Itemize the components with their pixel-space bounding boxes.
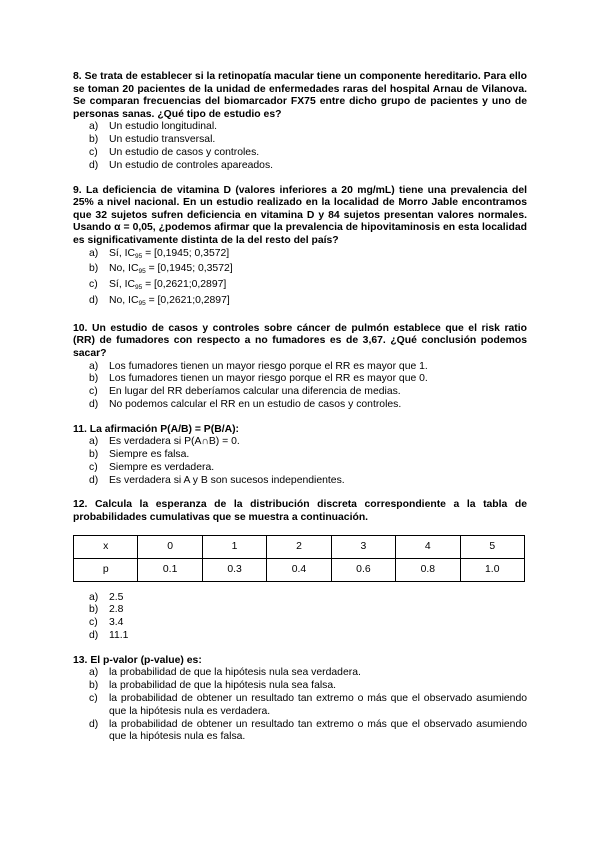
table-cell: 0.1 xyxy=(138,558,202,581)
option-letter: c) xyxy=(89,146,98,158)
option-b[interactable] xyxy=(73,134,527,147)
option-d[interactable] xyxy=(73,399,527,412)
option-a[interactable] xyxy=(73,592,527,605)
question-11 xyxy=(73,424,527,488)
option-d[interactable] xyxy=(73,630,527,643)
option-post: = [0,2621;0,2897] xyxy=(142,279,227,291)
option-letter: a) xyxy=(89,591,99,603)
question-stem xyxy=(73,71,527,121)
option-text: Los fumadores tienen un mayor riesgo porque el RR es mayor que 1. xyxy=(109,360,428,372)
option-a[interactable] xyxy=(73,361,527,374)
option-a[interactable] xyxy=(73,436,527,449)
option-text: 3.4 xyxy=(109,617,124,629)
option-c[interactable] xyxy=(73,386,527,399)
option-text: Los fumadores tienen un mayor riesgo porque el RR es mayor que 0. xyxy=(109,373,428,385)
option-text: Un estudio de controles apareados. xyxy=(109,159,274,171)
option-post: = [0,1945; 0,3572] xyxy=(142,247,230,259)
option-text: No podemos calcular el RR en un estudio de casos y controles. xyxy=(109,398,402,410)
table-cell: 2 xyxy=(267,535,331,558)
option-text: Un estudio de casos y controles. xyxy=(109,146,260,158)
options-list xyxy=(73,436,527,487)
option-text: Siempre es verdadera. xyxy=(109,461,215,473)
option-text: Siempre es falsa. xyxy=(109,449,190,461)
option-pre: Sí, IC xyxy=(109,279,135,291)
option-letter: d) xyxy=(89,474,99,486)
option-letter: d) xyxy=(89,159,99,171)
exam-page xyxy=(73,71,527,756)
option-letter: c) xyxy=(89,279,98,291)
question-number: 11. xyxy=(73,423,87,435)
option-d[interactable] xyxy=(73,295,527,311)
options-list xyxy=(73,361,527,412)
option-b[interactable] xyxy=(73,604,527,617)
option-b[interactable] xyxy=(73,680,527,693)
option-letter: b) xyxy=(89,680,99,692)
option-b[interactable] xyxy=(73,263,527,279)
option-text: Es verdadera si P(A∩B) = 0. xyxy=(109,436,240,448)
options-list xyxy=(73,667,527,744)
table-row-p xyxy=(74,558,525,581)
table-row-x xyxy=(74,535,525,558)
table-cell: 0 xyxy=(138,535,202,558)
option-text xyxy=(109,279,527,295)
option-letter: c) xyxy=(89,461,98,473)
table-cell: 0.3 xyxy=(202,558,266,581)
option-c[interactable] xyxy=(73,693,527,719)
question-text: Se trata de establecer si la retinopatía macular tiene un componente hereditario. Para ello se toman 20 pacientes de la unidad de enfermedades raras del hospital Arnau de Vilanova. Se comparan frecuencias del biomarcador FX75 entre dicho grupo de pacientes y uno de personas sanas. ¿Qué tipo de estudio es? xyxy=(73,71,528,120)
option-d[interactable] xyxy=(73,719,527,745)
option-letter: b) xyxy=(89,263,99,275)
question-stem xyxy=(73,655,527,668)
table-cell: 0.8 xyxy=(396,558,460,581)
option-letter: d) xyxy=(89,718,99,730)
option-letter: d) xyxy=(89,630,99,642)
table-cell: 3 xyxy=(331,535,395,558)
option-text: la probabilidad de que la hipótesis nula sea verdadera. xyxy=(109,667,361,679)
option-text: Un estudio longitudinal. xyxy=(109,121,218,133)
option-letter: a) xyxy=(89,667,99,679)
option-letter: b) xyxy=(89,449,99,461)
option-letter: a) xyxy=(89,121,99,133)
table-cell: 4 xyxy=(396,535,460,558)
question-text: La deficiencia de vitamina D (valores inferiores a 20 mg/mL) tiene una prevalencia del 25% a nivel nacional. En un estudio realizado en la localidad de Morro Jable encontramos que 32 sujetos sufren deficiencia en vitamina D y 84 sujetos presentan valores normales. Usando α = 0,05, ¿podemos afirmar que la prevalencia de hipovitaminosis en esta localidad es significativamente distinta de la del resto del país? xyxy=(73,184,527,246)
option-text: la probabilidad de obtener un resultado tan extremo o más que el observado asumiendo que la hipótesis nula es falsa. xyxy=(109,718,527,743)
option-text: la probabilidad de obtener un resultado tan extremo o más que el observado asumiendo que la hipótesis nula es verdadera. xyxy=(109,693,527,717)
option-letter: c) xyxy=(89,617,98,629)
question-number: 8. xyxy=(73,71,82,82)
ci-subscript: 95 xyxy=(138,268,146,276)
option-c[interactable] xyxy=(73,462,527,475)
option-pre: Sí, IC xyxy=(109,247,135,259)
option-c[interactable] xyxy=(73,617,527,630)
question-9 xyxy=(73,185,527,311)
question-8 xyxy=(73,71,527,173)
question-10 xyxy=(73,323,527,412)
options-list xyxy=(73,592,527,643)
ci-subscript: 95 xyxy=(134,252,143,260)
option-letter: b) xyxy=(89,373,99,385)
question-stem xyxy=(73,185,527,248)
question-number: 13. xyxy=(73,654,88,666)
option-a[interactable] xyxy=(73,667,527,680)
option-letter: b) xyxy=(89,604,99,616)
table-cell: 0.4 xyxy=(267,558,331,581)
question-stem xyxy=(73,323,527,361)
option-pre: No, IC xyxy=(109,294,139,306)
question-text: El p-valor (p-value) es: xyxy=(90,654,202,666)
option-letter: a) xyxy=(89,436,99,448)
table-cell: 1 xyxy=(202,535,266,558)
option-b[interactable] xyxy=(73,373,527,386)
probability-table xyxy=(73,535,525,582)
question-number: 10. xyxy=(73,322,88,334)
ci-subscript: 95 xyxy=(134,284,143,292)
option-a[interactable] xyxy=(73,248,527,264)
option-b[interactable] xyxy=(73,449,527,462)
option-a[interactable] xyxy=(73,121,527,134)
table-cell: x xyxy=(74,535,138,558)
question-text: Un estudio de casos y controles sobre cáncer de pulmón establece que el risk ratio (RR) de fumadores con respecto a no fumadores es de 3,67. ¿Qué conclusión podemos sacar? xyxy=(73,322,527,359)
question-stem xyxy=(73,499,527,524)
question-stem xyxy=(73,424,527,437)
question-number: 9. xyxy=(73,184,82,196)
option-d[interactable] xyxy=(73,475,527,488)
question-12 xyxy=(73,499,527,642)
table-cell: 0.6 xyxy=(331,558,395,581)
question-number: 12. xyxy=(73,499,88,511)
option-letter: c) xyxy=(89,693,98,705)
option-text: 11.1 xyxy=(109,630,129,642)
option-post: = [0,2621;0,2897] xyxy=(145,294,230,306)
options-list xyxy=(73,121,527,172)
question-13 xyxy=(73,655,527,744)
option-letter: d) xyxy=(89,294,99,306)
option-text xyxy=(109,295,527,311)
option-post: = [0,1945; 0,3572] xyxy=(145,263,233,275)
option-text xyxy=(109,248,527,264)
option-text: la probabilidad de que la hipótesis nula sea falsa. xyxy=(109,680,337,692)
option-letter: d) xyxy=(89,398,99,410)
option-pre: No, IC xyxy=(109,263,139,275)
option-letter: b) xyxy=(89,134,99,146)
option-letter: a) xyxy=(89,247,99,259)
options-list xyxy=(73,248,527,311)
option-c[interactable] xyxy=(73,279,527,295)
option-c[interactable] xyxy=(73,147,527,160)
table-cell: p xyxy=(74,558,138,581)
table-cell: 1.0 xyxy=(460,558,524,581)
option-letter: a) xyxy=(89,360,99,372)
question-text: Calcula la esperanza de la distribución discreta correspondiente a la tabla de probabilidades cumulativas que se muestra a continuación. xyxy=(73,499,528,524)
option-d[interactable] xyxy=(73,160,527,173)
option-text: 2.8 xyxy=(109,604,124,616)
option-text: En lugar del RR deberíamos calcular una diferencia de medias. xyxy=(109,386,401,398)
option-text xyxy=(109,263,527,279)
option-text: 2.5 xyxy=(109,591,124,603)
option-letter: c) xyxy=(89,386,98,398)
option-text: Es verdadera si A y B son sucesos independientes. xyxy=(109,474,345,486)
ci-subscript: 95 xyxy=(138,299,146,307)
table-cell: 5 xyxy=(460,535,524,558)
question-text: La afirmación P(A/B) = P(B/A): xyxy=(89,423,240,435)
option-text: Un estudio transversal. xyxy=(109,134,216,146)
